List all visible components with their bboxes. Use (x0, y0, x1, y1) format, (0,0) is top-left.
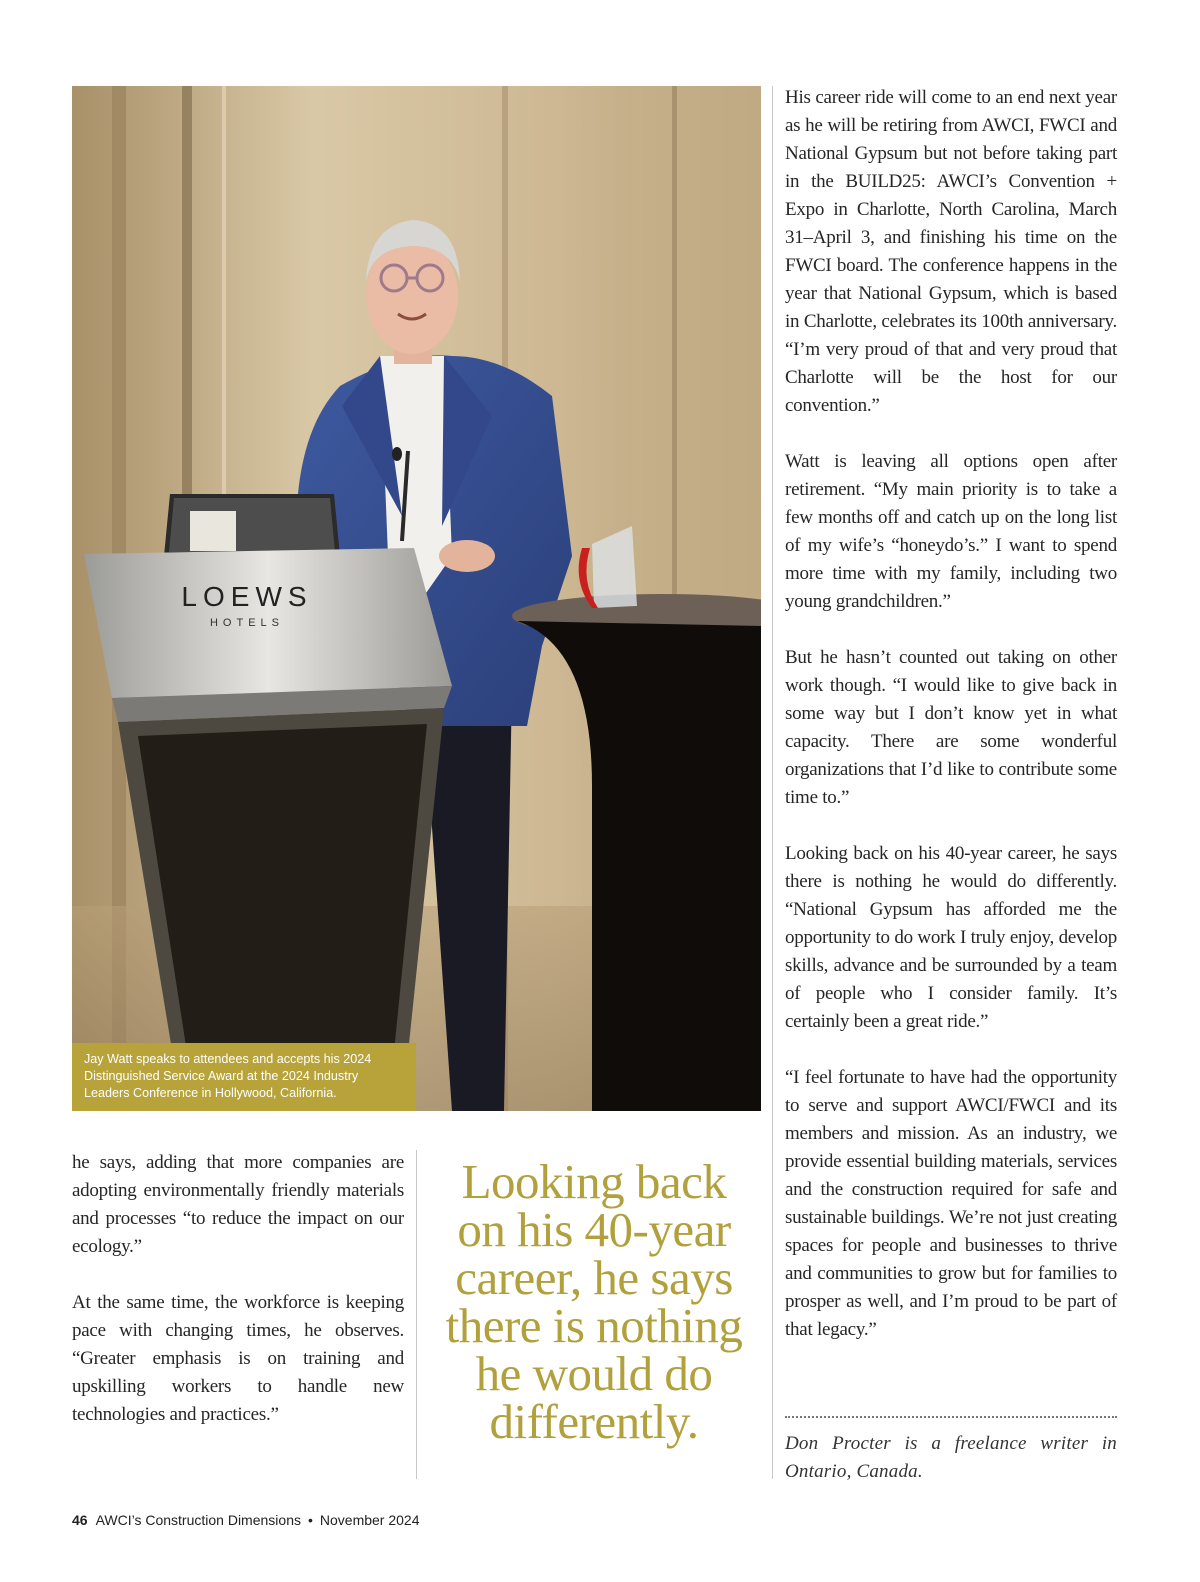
body-paragraph: His career ride will come to an end next year as he will be retiring from AWCI, FWCI and National Gypsum but not before taking part in the BUILD25: AWCI’s Convention + Expo in Charlotte, North Carolina, March 31–April 3, and finishing his time on the FWCI board. The conference happens in the year that National Gypsum, which is based in Charlotte, celebrates its 100th anniversary. “I’m very proud of that and very proud that Charlotte will be the host for our convention.” (785, 87, 1117, 416)
left-column (72, 1149, 404, 1457)
photo-caption: Jay Watt speaks to attendees and accepts his 2024 Distinguished Service Award at the 2024 Industry Leaders Conference in Hollywood, California. (72, 1043, 416, 1111)
pull-quote: Looking back on his 40-year career, he says there is nothing he would do differently. (445, 1154, 743, 1449)
publication-name: AWCI’s Construction Dimensions (95, 1512, 301, 1528)
page-footer (72, 1512, 420, 1528)
body-paragraph: Watt is leaving all options open after retirement. “My main priority is to take a few months off and catch up on the long list of my wife’s “honeydo’s.” I want to spend more time with my family, including two young grandchildren.” (785, 451, 1117, 612)
body-paragraph: he says, adding that more companies are adopting environmentally friendly materials and processes “to reduce the impact on our ecology.” (72, 1152, 404, 1257)
column-divider-middle (416, 1150, 417, 1479)
right-column (785, 84, 1117, 1372)
body-paragraph: But he hasn’t counted out taking on other work though. “I would like to give back in some way but I don’t know yet in what capacity. There are some wonderful organizations that I’d like to contribute some time to.” (785, 647, 1117, 808)
speaker-at-podium-illustration (72, 86, 761, 1111)
body-paragraph: “I feel fortunate to have had the opportunity to serve and support AWCI/FWCI and its members and mission. As an industry, we provide essential building materials, services and the construction required for safe and sustainable buildings. We’re not just creating spaces for people and businesses to thrive and communities to grow but for families to prosper as well, and I’m proud to be part of that legacy.” (785, 1067, 1117, 1340)
page-number: 46 (72, 1512, 88, 1528)
podium-logo-subtext: HOTELS (209, 617, 285, 629)
footer-separator: • (307, 1512, 313, 1528)
body-paragraph: Looking back on his 40-year career, he says there is nothing he would do differently. “National Gypsum has afforded me the opportunity to do work I truly enjoy, develop skills, advance and be surrounded by a team of people who I consider family. It’s certainly been a great ride.” (785, 843, 1117, 1032)
article-photo (72, 86, 761, 1111)
byline-divider (785, 1416, 1117, 1418)
body-paragraph: At the same time, the workforce is keeping pace with changing times, he observes. “Greater emphasis is on training and upskilling workers to handle new technologies and practices.” (72, 1292, 404, 1425)
column-divider-right (772, 86, 773, 1479)
issue-date: November 2024 (319, 1512, 420, 1528)
podium-logo-text: LOEWS (181, 581, 313, 612)
author-byline: Don Procter is a freelance writer in Ontario, Canada. (785, 1433, 1117, 1482)
